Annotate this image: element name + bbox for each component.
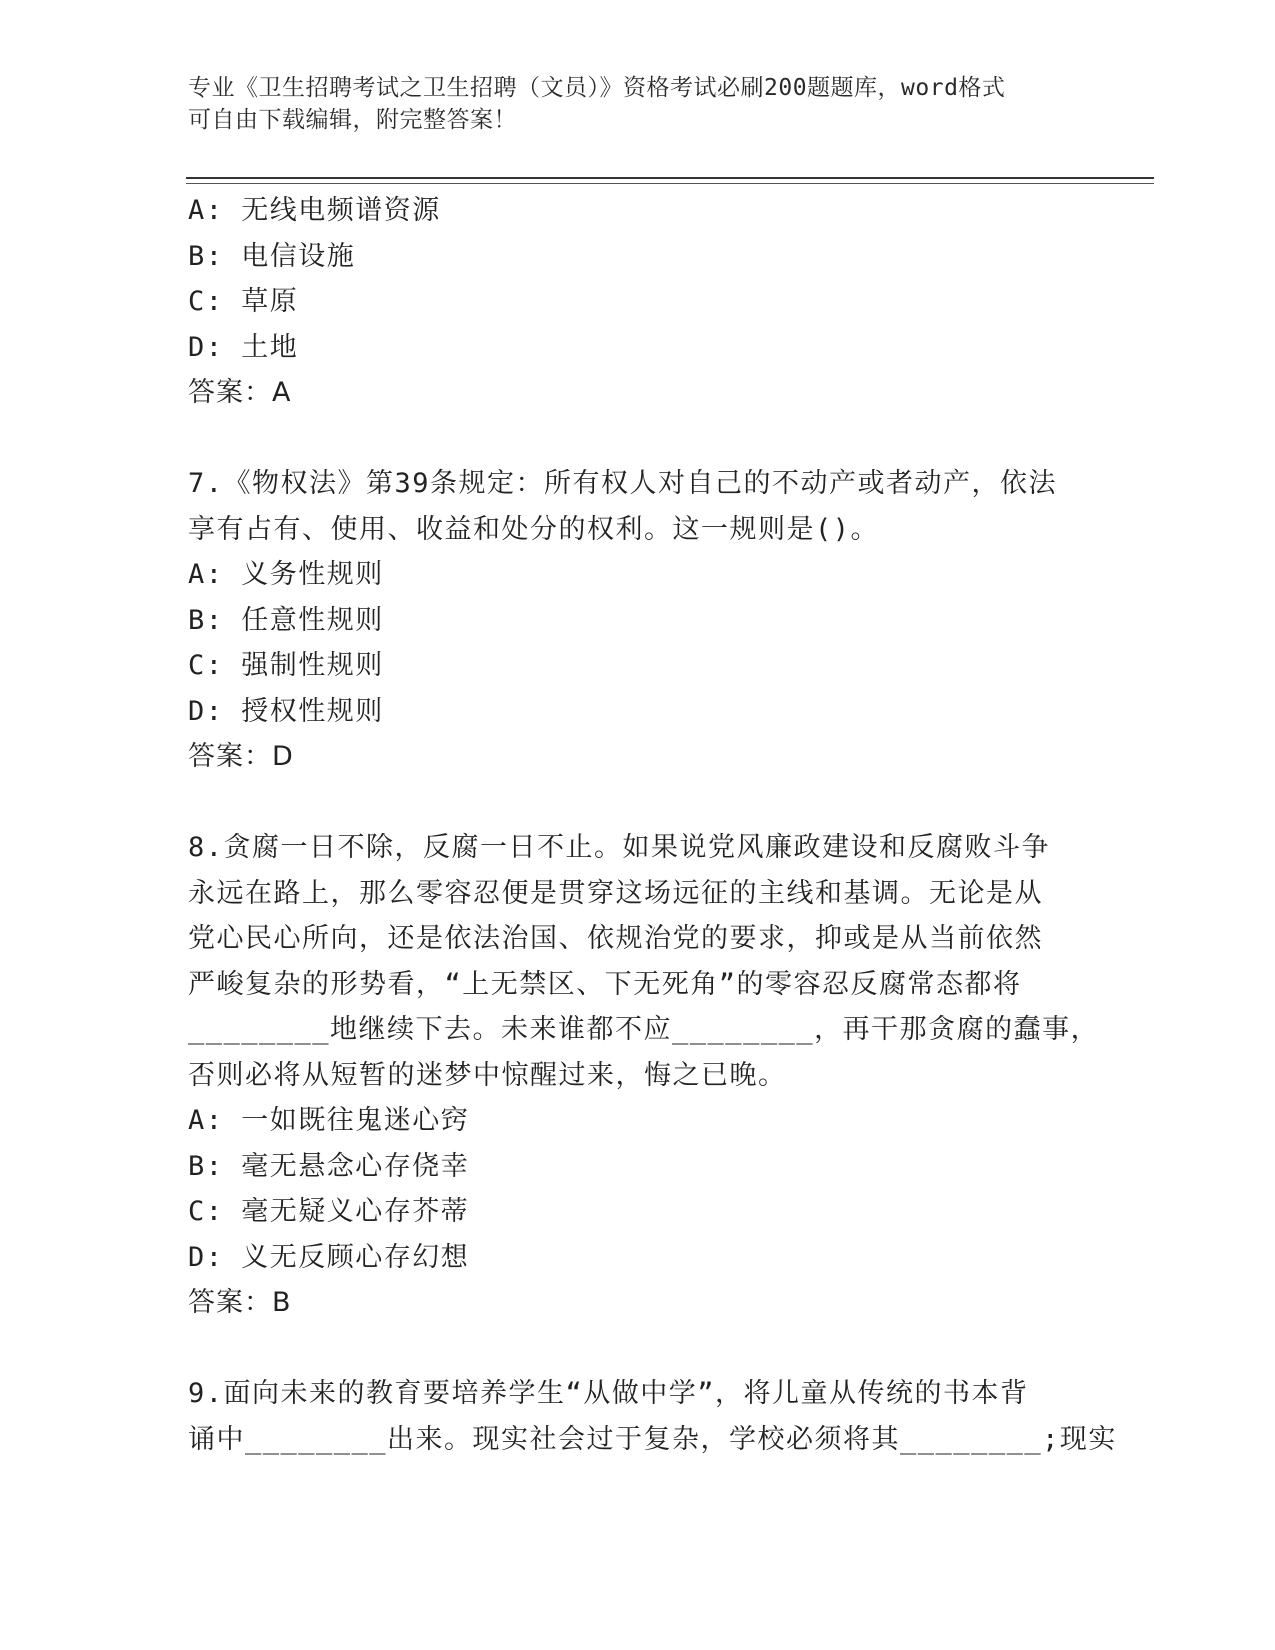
option-c: C: 毫无疑义心存芥蒂 — [188, 1196, 470, 1227]
header-divider-thick — [186, 177, 1154, 179]
question-6 — [188, 188, 1078, 416]
question-9 — [188, 1371, 1117, 1462]
question-7 — [188, 461, 1078, 780]
option-c: C: 强制性规则 — [188, 650, 384, 681]
option-b: B: 毫无悬念心存侥幸 — [188, 1150, 470, 1182]
question-text-line: ________地继续下去。未来谁都不应________，再干那贪腐的蠢事， — [188, 1014, 1100, 1045]
header-line-2: 可自由下载编辑，附完整答案！ — [188, 107, 517, 133]
question-text-line: 永远在路上，那么零容忍便是贯穿这场远征的主线和基调。无论是从 — [188, 877, 1043, 909]
answer: 答案：D — [188, 741, 294, 772]
option-b: B: 电信设施 — [188, 240, 356, 272]
option-c: C: 草原 — [188, 286, 299, 317]
question-text-line: 党心民心所向，还是依法治国、依规治党的要求，抑或是从当前依然 — [188, 923, 1043, 954]
question-8 — [188, 825, 1100, 1326]
question-text-line: 7.《物权法》第39条规定：所有权人对自己的不动产或者动产，依法 — [188, 468, 1058, 499]
option-d: D: 授权性规则 — [188, 695, 384, 727]
question-text-line: 诵中________出来。现实社会过于复杂，学校必须将其________;现实 — [188, 1423, 1117, 1455]
header-divider-thin — [186, 183, 1154, 184]
question-text-line: 8.贪腐一日不除，反腐一日不止。如果说党风廉政建设和反腐败斗争 — [188, 832, 1051, 863]
question-text-line: 严峻复杂的形势看，“上无禁区、下无死角”的零容忍反腐常态都将 — [188, 968, 1022, 1000]
option-d: D: 义无反顾心存幻想 — [188, 1241, 470, 1273]
option-b: B: 任意性规则 — [188, 604, 384, 636]
document-header — [188, 72, 1088, 136]
header-line-1: 专业《卫生招聘考试之卫生招聘（文员）》资格考试必刷200题题库，word格式 — [188, 75, 1006, 101]
option-a: A: 无线电频谱资源 — [188, 195, 441, 226]
question-text-line: 享有占有、使用、收益和处分的权利。这一规则是()。 — [188, 513, 880, 545]
question-text-line: 9.面向未来的教育要培养学生“从做中学”，将儿童从传统的书本背 — [188, 1378, 1029, 1409]
question-content — [188, 188, 1117, 1462]
question-text-line: 否则必将从短暂的迷梦中惊醒过来，悔之已晚。 — [188, 1059, 787, 1091]
option-a: A: 义务性规则 — [188, 559, 384, 590]
answer: 答案：B — [188, 1287, 292, 1318]
option-a: A: 一如既往鬼迷心窍 — [188, 1105, 470, 1136]
option-d: D: 土地 — [188, 331, 299, 363]
answer: 答案：A — [188, 377, 292, 408]
